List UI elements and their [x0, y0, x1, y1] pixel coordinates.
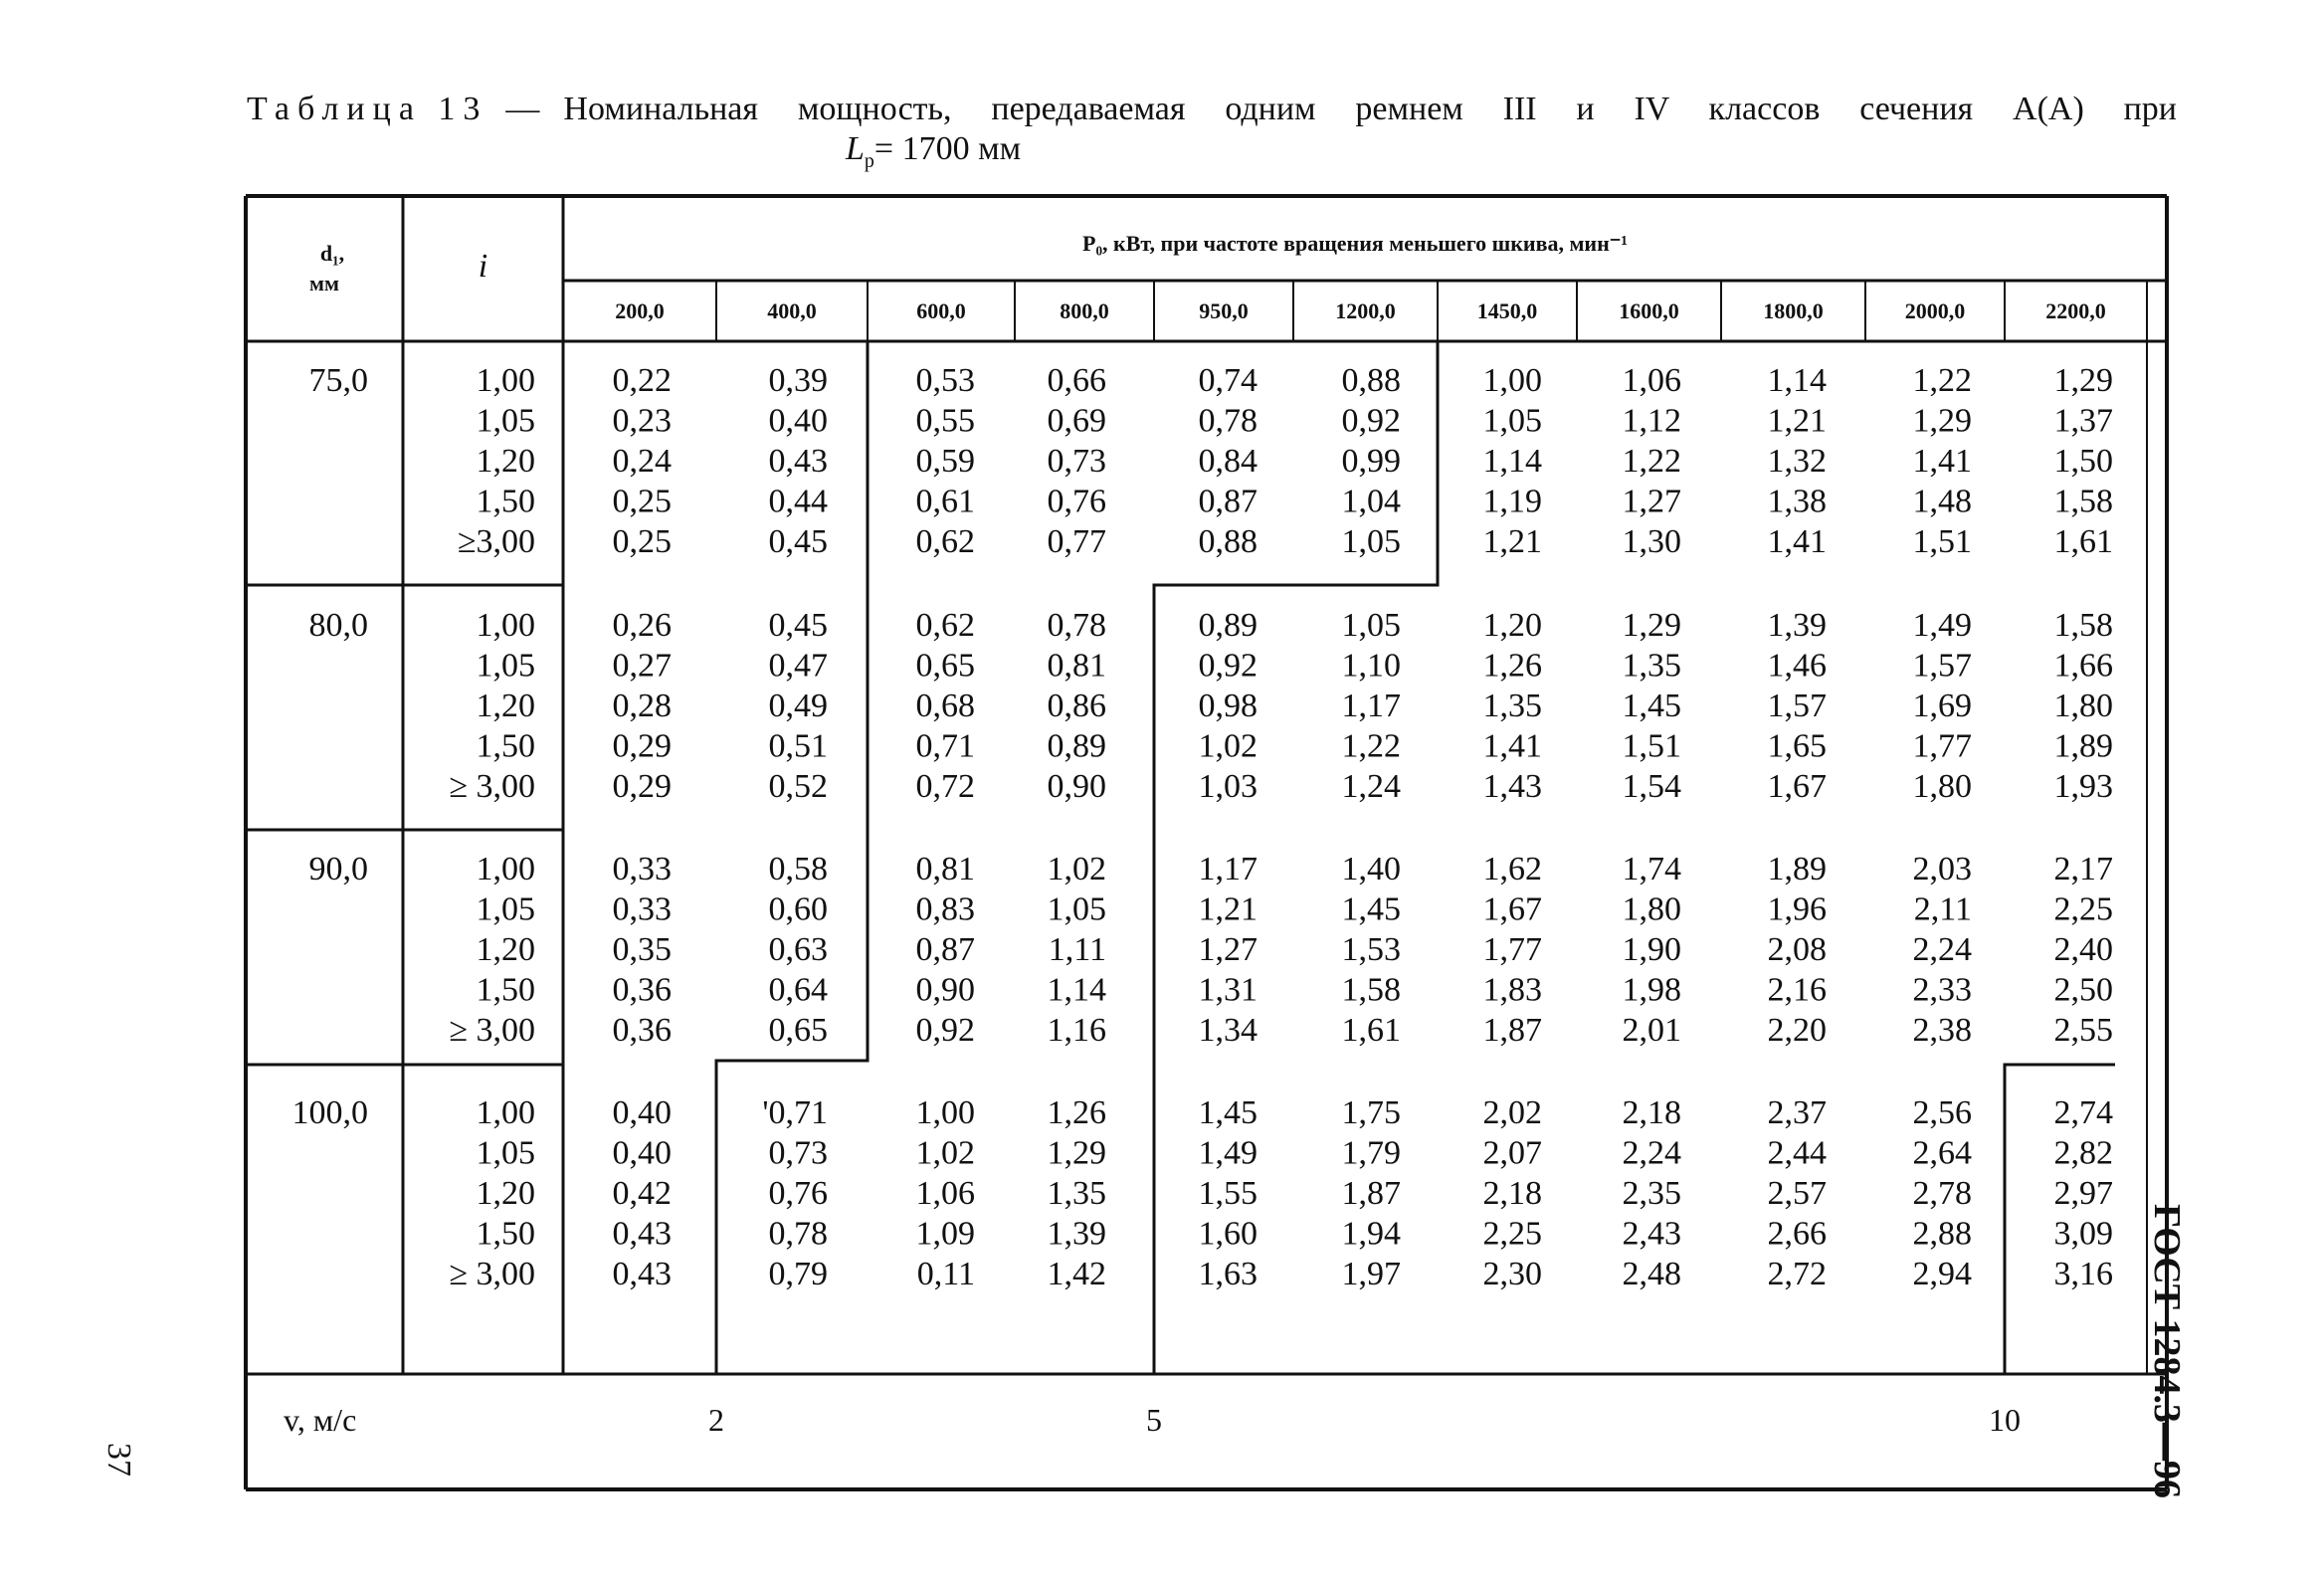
power-value-cell: 1,41: [1912, 443, 1972, 480]
i-header-label: i: [478, 248, 488, 285]
power-value-cell: 1,49: [1198, 1134, 1258, 1172]
i-value-cell: 1,20: [476, 688, 535, 724]
power-value-cell: 0,47: [768, 647, 828, 685]
i-value-cell: 1,00: [476, 851, 535, 887]
power-value-cell: 1,24: [1341, 768, 1401, 805]
power-value-cell: 1,50: [2053, 443, 2113, 480]
power-value-cell: 1,97: [1341, 1256, 1401, 1292]
power-value-cell: 1,29: [1047, 1134, 1106, 1172]
power-value-cell: 1,57: [1767, 688, 1827, 724]
power-value-cell: 2,07: [1482, 1134, 1542, 1172]
power-value-cell: 0,63: [768, 931, 828, 968]
i-value-cell: 1,50: [476, 1215, 535, 1253]
power-value-cell: 1,87: [1341, 1175, 1401, 1212]
power-value-cell: 2,24: [1622, 1134, 1681, 1172]
power-value-cell: 1,83: [1482, 971, 1542, 1009]
power-value-cell: 0,68: [915, 688, 975, 724]
power-value-cell: 1,09: [915, 1215, 975, 1253]
speed-header-cell: 400,0: [767, 298, 817, 323]
power-value-cell: 0,29: [612, 768, 672, 805]
power-value-cell: 1,29: [1912, 402, 1972, 440]
power-value-cell: 1,37: [2053, 402, 2113, 440]
power-value-cell: 2,55: [2053, 1012, 2113, 1049]
power-value-cell: 1,89: [2053, 727, 2113, 765]
power-value-cell: 0,78: [768, 1215, 828, 1253]
power-value-cell: 2,11: [1913, 890, 1972, 928]
speed-header-cell: 1200,0: [1335, 298, 1396, 323]
power-value-cell: 0,25: [612, 523, 672, 560]
power-value-cell: 1,49: [1912, 607, 1972, 644]
power-value-cell: 1,60: [1198, 1215, 1258, 1253]
power-value-cell: 0,86: [1047, 688, 1106, 724]
caption-title: Номинальная мощность, передаваемая одним ремнем III и IV классов сечения А(А) при: [563, 91, 2177, 127]
power-value-cell: 1,39: [1047, 1215, 1106, 1253]
power-value-cell: 0,73: [768, 1134, 828, 1172]
power-value-cell: 1,29: [1622, 607, 1681, 644]
power-value-cell: 0,42: [612, 1175, 672, 1212]
power-value-cell: 1,22: [1622, 443, 1681, 480]
power-value-cell: 0,69: [1047, 402, 1106, 440]
power-value-cell: 0,72: [915, 768, 975, 805]
power-value-cell: 1,45: [1622, 688, 1681, 724]
power-value-cell: 0,26: [612, 607, 672, 644]
power-value-cell: 0,79: [768, 1256, 828, 1292]
power-value-cell: 0,45: [768, 607, 828, 644]
power-value-cell: 1,61: [2053, 523, 2113, 560]
power-value-cell: 0,77: [1047, 523, 1106, 560]
speed-footer-label: v, м/с: [284, 1402, 357, 1438]
power-value-cell: 0,87: [1198, 483, 1258, 520]
power-value-cell: 1,27: [1198, 931, 1258, 968]
power-value-cell: 1,42: [1047, 1256, 1106, 1292]
power-value-cell: 1,06: [915, 1175, 975, 1212]
power-value-cell: 2,72: [1767, 1256, 1827, 1292]
speed-zone-mark: 10: [1989, 1402, 2021, 1438]
power-value-cell: 1,58: [2053, 607, 2113, 644]
power-value-cell: 0,36: [612, 1012, 672, 1049]
power-value-cell: 2,57: [1767, 1175, 1827, 1212]
i-value-cell: 1,50: [476, 971, 535, 1009]
i-value-cell: 1,50: [476, 727, 535, 765]
i-value-cell: 1,00: [476, 607, 535, 644]
power-value-cell: 1,10: [1341, 647, 1401, 685]
power-value-cell: 0,92: [1341, 402, 1401, 440]
power-value-cell: 1,98: [1622, 971, 1681, 1009]
power-value-cell: 1,45: [1198, 1094, 1258, 1131]
speed-header-cell: 200,0: [615, 298, 665, 323]
power-value-cell: 1,40: [1341, 851, 1401, 887]
power-value-cell: 2,24: [1912, 931, 1972, 968]
speed-zone-mark: 2: [708, 1402, 724, 1438]
power-value-cell: 0,71: [915, 727, 975, 765]
power-value-cell: 1,00: [1482, 362, 1542, 399]
power-value-cell: 1,22: [1341, 727, 1401, 765]
power-value-cell: 1,29: [2053, 362, 2113, 399]
power-value-cell: 0,22: [612, 362, 672, 399]
speed-header-cell: 950,0: [1199, 298, 1249, 323]
power-value-cell: 1,27: [1622, 483, 1681, 520]
power-value-cell: 0,76: [1047, 483, 1106, 520]
power-value-cell: 2,50: [2053, 971, 2113, 1009]
power-value-cell: 0,83: [915, 890, 975, 928]
speed-header-cell: 2200,0: [2045, 298, 2106, 323]
power-header-label: P₀, кВт, при частоте вращения меньшего шкива, мин⁻¹: [1082, 231, 1628, 256]
power-value-cell: 3,09: [2053, 1215, 2113, 1253]
power-value-cell: 2,35: [1622, 1175, 1681, 1212]
speed-header-cell: 800,0: [1060, 298, 1109, 323]
i-value-cell: 1,00: [476, 1094, 535, 1131]
power-value-cell: 1,58: [1341, 971, 1401, 1009]
power-value-cell: 1,26: [1047, 1094, 1106, 1131]
d-value-cell: 75,0: [308, 362, 368, 399]
power-value-cell: 1,30: [1622, 523, 1681, 560]
i-value-cell: 1,20: [476, 443, 535, 480]
power-value-cell: 1,61: [1341, 1012, 1401, 1049]
power-value-cell: 1,16: [1047, 1012, 1106, 1049]
power-value-cell: 1,14: [1482, 443, 1542, 480]
power-value-cell: 1,38: [1767, 483, 1827, 520]
speed-header-cell: 1600,0: [1619, 298, 1679, 323]
power-value-cell: 1,54: [1622, 768, 1681, 805]
power-value-cell: 2,78: [1912, 1175, 1972, 1212]
power-value-cell: 0,65: [768, 1012, 828, 1049]
power-value-cell: 2,66: [1767, 1215, 1827, 1253]
power-value-cell: 2,56: [1912, 1094, 1972, 1131]
power-value-cell: 0,65: [915, 647, 975, 685]
power-value-cell: 1,11: [1048, 931, 1106, 968]
power-value-cell: 0,43: [612, 1256, 672, 1292]
power-value-cell: 2,38: [1912, 1012, 1972, 1049]
power-value-cell: 0,98: [1198, 688, 1258, 724]
power-value-cell: 2,48: [1622, 1256, 1681, 1292]
power-value-cell: 2,16: [1767, 971, 1827, 1009]
power-value-cell: 1,77: [1482, 931, 1542, 968]
i-value-cell: ≥ 3,00: [449, 1012, 535, 1049]
power-value-cell: 1,46: [1767, 647, 1827, 685]
i-value-cell: 1,50: [476, 483, 535, 520]
power-value-cell: 1,17: [1341, 688, 1401, 724]
power-value-cell: 0,90: [1047, 768, 1106, 805]
power-value-cell: 1,58: [2053, 483, 2113, 520]
power-value-cell: 1,35: [1622, 647, 1681, 685]
power-value-cell: 0,24: [612, 443, 672, 480]
power-value-cell: 0,87: [915, 931, 975, 968]
power-value-cell: 1,57: [1912, 647, 1972, 685]
i-value-cell: 1,05: [476, 402, 535, 440]
power-value-cell: 0,25: [612, 483, 672, 520]
power-value-cell: 0,45: [768, 523, 828, 560]
power-value-cell: 2,25: [1482, 1215, 1542, 1253]
power-value-cell: 2,44: [1767, 1134, 1827, 1172]
power-value-cell: 1,05: [1047, 890, 1106, 928]
power-value-cell: 2,08: [1767, 931, 1827, 968]
power-value-cell: 0,43: [612, 1215, 672, 1253]
power-value-cell: 1,66: [2053, 647, 2113, 685]
power-value-cell: 1,41: [1767, 523, 1827, 560]
power-value-cell: 0,73: [1047, 443, 1106, 480]
power-value-cell: 1,02: [1198, 727, 1258, 765]
caption-label: Таблица 13: [247, 91, 488, 127]
power-value-cell: 1,63: [1198, 1256, 1258, 1292]
power-value-cell: 1,02: [915, 1134, 975, 1172]
d-value-cell: 90,0: [308, 851, 368, 887]
power-value-cell: 1,19: [1482, 483, 1542, 520]
power-value-cell: 1,31: [1198, 971, 1258, 1009]
i-value-cell: ≥3,00: [457, 523, 535, 560]
power-value-cell: 1,43: [1482, 768, 1542, 805]
power-value-cell: 1,80: [1912, 768, 1972, 805]
i-value-cell: 1,05: [476, 647, 535, 685]
power-value-cell: 0,90: [915, 971, 975, 1009]
power-value-cell: 2,97: [2053, 1175, 2113, 1212]
power-value-cell: 1,14: [1767, 362, 1827, 399]
power-value-cell: 2,03: [1912, 851, 1972, 887]
power-value-cell: 2,94: [1912, 1256, 1972, 1292]
power-value-cell: 1,51: [1912, 523, 1972, 560]
caption-subscript: р: [864, 149, 874, 172]
power-value-cell: 0,89: [1047, 727, 1106, 765]
power-value-cell: 0,40: [612, 1094, 672, 1131]
power-value-cell: 1,02: [1047, 851, 1106, 887]
power-value-cell: 0,55: [915, 402, 975, 440]
power-value-cell: 0,92: [1198, 647, 1258, 685]
power-value-cell: 1,06: [1622, 362, 1681, 399]
power-value-cell: 2,17: [2053, 851, 2113, 887]
speed-header-cell: 1800,0: [1763, 298, 1824, 323]
power-value-cell: 1,77: [1912, 727, 1972, 765]
power-value-cell: 0,61: [915, 483, 975, 520]
power-value-cell: 1,94: [1341, 1215, 1401, 1253]
power-value-cell: 0,51: [768, 727, 828, 765]
power-value-cell: 0,29: [612, 727, 672, 765]
power-value-cell: 1,04: [1341, 483, 1401, 520]
d-header-unit: мм: [309, 271, 339, 296]
power-value-cell: 0,52: [768, 768, 828, 805]
power-value-cell: 0,40: [612, 1134, 672, 1172]
power-value-cell: 1,90: [1622, 931, 1681, 968]
power-value-cell: 1,14: [1047, 971, 1106, 1009]
power-value-cell: 1,05: [1341, 607, 1401, 644]
speed-header-cell: 600,0: [916, 298, 966, 323]
power-value-cell: 1,26: [1482, 647, 1542, 685]
power-value-cell: 1,34: [1198, 1012, 1258, 1049]
power-value-cell: 1,21: [1198, 890, 1258, 928]
power-value-cell: 1,03: [1198, 768, 1258, 805]
power-value-cell: 1,89: [1767, 851, 1827, 887]
power-value-cell: 1,45: [1341, 890, 1401, 928]
power-value-cell: 0,60: [768, 890, 828, 928]
power-value-cell: 0,35: [612, 931, 672, 968]
power-value-cell: 2,01: [1622, 1012, 1681, 1049]
power-value-cell: 1,17: [1198, 851, 1258, 887]
power-value-cell: 1,53: [1341, 931, 1401, 968]
power-value-cell: 0,88: [1341, 362, 1401, 399]
power-value-cell: 1,93: [2053, 768, 2113, 805]
i-value-cell: ≥ 3,00: [449, 768, 535, 805]
power-value-cell: 1,62: [1482, 851, 1542, 887]
d-value-cell: 80,0: [308, 607, 368, 644]
power-value-cell: 1,65: [1767, 727, 1827, 765]
power-value-cell: 1,20: [1482, 607, 1542, 644]
power-value-cell: 2,30: [1482, 1256, 1542, 1292]
power-value-cell: '0,71: [762, 1094, 828, 1131]
power-value-cell: 0,11: [916, 1256, 975, 1292]
power-value-cell: 0,28: [612, 688, 672, 724]
power-value-cell: 1,87: [1482, 1012, 1542, 1049]
power-value-cell: 2,02: [1482, 1094, 1542, 1131]
caption-dash: —: [505, 91, 540, 127]
power-value-cell: 1,21: [1767, 402, 1827, 440]
i-value-cell: 1,05: [476, 1134, 535, 1172]
power-value-cell: 2,25: [2053, 890, 2113, 928]
power-value-cell: 1,80: [1622, 890, 1681, 928]
power-value-cell: 0,58: [768, 851, 828, 887]
i-value-cell: 1,00: [476, 362, 535, 399]
speed-header-cell: 1450,0: [1476, 298, 1538, 323]
power-value-cell: 2,33: [1912, 971, 1972, 1009]
i-value-cell: ≥ 3,00: [449, 1256, 535, 1292]
speed-header-cell: 2000,0: [1904, 298, 1966, 323]
power-value-cell: 0,89: [1198, 607, 1258, 644]
power-value-cell: 0,33: [612, 890, 672, 928]
power-value-cell: 1,35: [1482, 688, 1542, 724]
power-value-cell: 1,67: [1767, 768, 1827, 805]
power-value-cell: 0,64: [768, 971, 828, 1009]
power-value-cell: 0,78: [1047, 607, 1106, 644]
power-value-cell: 2,40: [2053, 931, 2113, 968]
power-value-cell: 1,55: [1198, 1175, 1258, 1212]
power-value-cell: 1,75: [1341, 1094, 1401, 1131]
power-value-cell: 2,20: [1767, 1012, 1827, 1049]
power-value-cell: 1,21: [1482, 523, 1542, 560]
caption-length: = 1700 мм: [873, 130, 1022, 167]
power-value-cell: 1,05: [1341, 523, 1401, 560]
power-value-cell: 0,81: [915, 851, 975, 887]
power-value-cell: 0,74: [1198, 362, 1258, 399]
d-value-cell: 100,0: [291, 1094, 368, 1131]
caption-symbol: L: [846, 130, 865, 167]
power-value-cell: 0,81: [1047, 647, 1106, 685]
power-value-cell: 0,92: [915, 1012, 975, 1049]
power-value-cell: 1,05: [1482, 402, 1542, 440]
power-value-cell: 1,67: [1482, 890, 1542, 928]
power-value-cell: 1,22: [1912, 362, 1972, 399]
power-value-cell: 1,41: [1482, 727, 1542, 765]
power-value-cell: 0,49: [768, 688, 828, 724]
power-value-cell: 2,37: [1767, 1094, 1827, 1131]
i-value-cell: 1,20: [476, 1175, 535, 1212]
d-header-label: d₁,: [319, 241, 345, 266]
standard-designation: ГОСТ 1284.3—96: [2146, 1204, 2188, 1499]
power-value-cell: 1,79: [1341, 1134, 1401, 1172]
power-value-cell: 0,36: [612, 971, 672, 1009]
power-value-cell: 0,33: [612, 851, 672, 887]
power-value-cell: 0,27: [612, 647, 672, 685]
power-value-cell: 1,51: [1622, 727, 1681, 765]
power-value-cell: 2,88: [1912, 1215, 1972, 1253]
power-value-cell: 3,16: [2053, 1256, 2113, 1292]
power-value-cell: 1,35: [1047, 1175, 1106, 1212]
power-value-cell: 1,96: [1767, 890, 1827, 928]
i-value-cell: 1,05: [476, 890, 535, 928]
power-value-cell: 1,12: [1622, 402, 1681, 440]
power-value-cell: 0,84: [1198, 443, 1258, 480]
power-value-cell: 1,48: [1912, 483, 1972, 520]
power-value-cell: 1,74: [1622, 851, 1681, 887]
power-value-cell: 2,74: [2053, 1094, 2113, 1131]
power-value-cell: 1,39: [1767, 607, 1827, 644]
i-value-cell: 1,20: [476, 931, 535, 968]
power-value-cell: 1,00: [915, 1094, 975, 1131]
power-value-cell: 1,80: [2053, 688, 2113, 724]
power-value-cell: 2,43: [1622, 1215, 1681, 1253]
power-value-cell: 0,23: [612, 402, 672, 440]
power-value-cell: 0,39: [768, 362, 828, 399]
power-value-cell: 0,59: [915, 443, 975, 480]
power-value-cell: 0,40: [768, 402, 828, 440]
power-value-cell: 0,44: [768, 483, 828, 520]
speed-zone-mark: 5: [1146, 1402, 1162, 1438]
power-value-cell: 0,53: [915, 362, 975, 399]
power-value-cell: 0,99: [1341, 443, 1401, 480]
power-value-cell: 2,18: [1622, 1094, 1681, 1131]
power-value-cell: 0,88: [1198, 523, 1258, 560]
page-number: 37: [100, 1443, 137, 1477]
power-value-cell: 1,32: [1767, 443, 1827, 480]
power-value-cell: 2,82: [2053, 1134, 2113, 1172]
power-value-cell: 2,18: [1482, 1175, 1542, 1212]
power-value-cell: 0,62: [915, 607, 975, 644]
power-value-cell: 0,76: [768, 1175, 828, 1212]
power-value-cell: 0,78: [1198, 402, 1258, 440]
power-value-cell: 0,66: [1047, 362, 1106, 399]
power-value-cell: 0,43: [768, 443, 828, 480]
power-value-cell: 2,64: [1912, 1134, 1972, 1172]
power-value-cell: 1,69: [1912, 688, 1972, 724]
power-value-cell: 0,62: [915, 523, 975, 560]
